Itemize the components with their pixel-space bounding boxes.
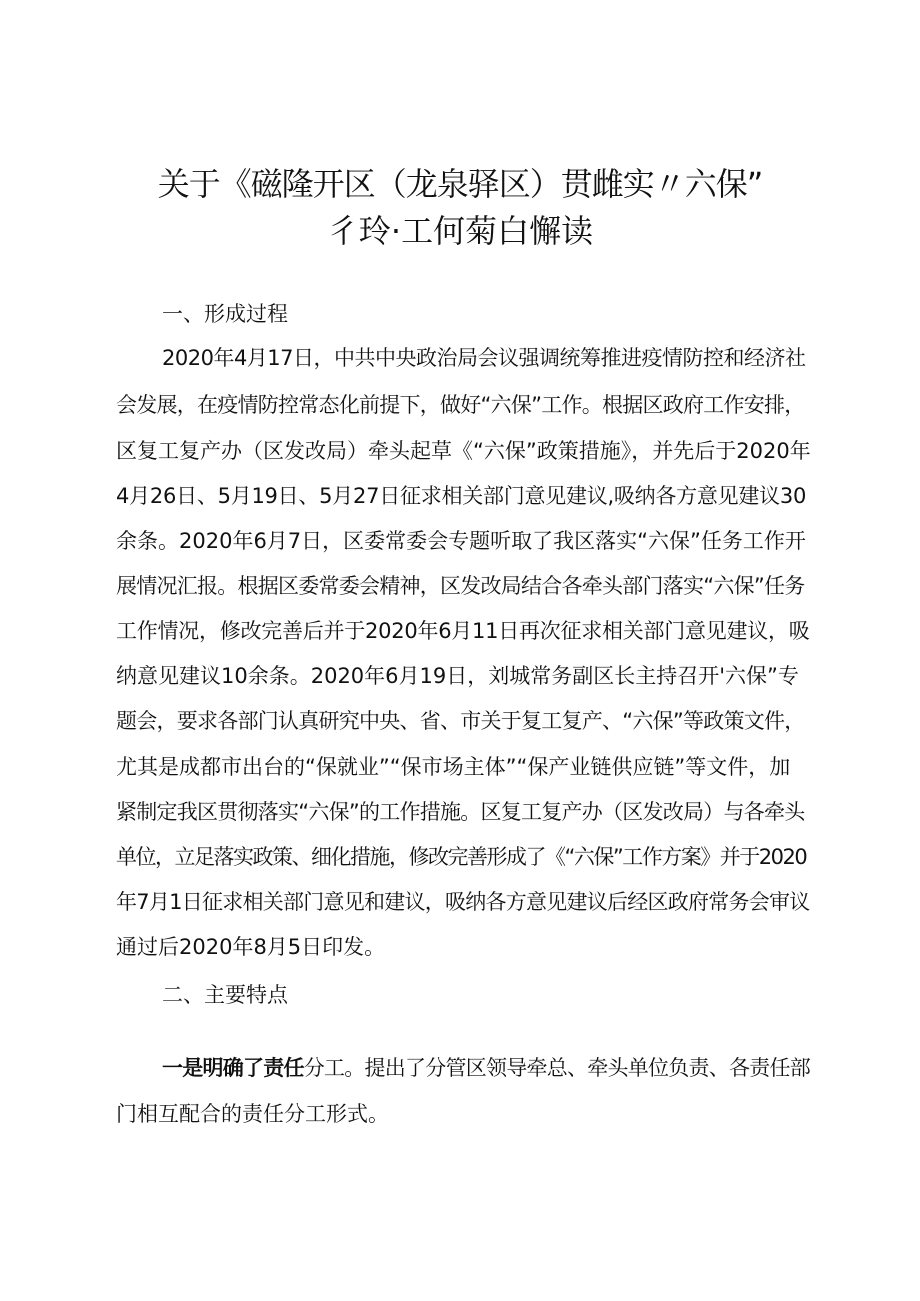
paragraph-line: 展情况汇报。根据区委常委会精神，区发改局结合各牵头部门落实“六保”任务 — [116, 574, 805, 598]
paragraph-line: 年7月1日征求相关部门意见和建议，吸纳各方意见建议后经区政府常务会审议 — [116, 890, 810, 914]
feature-point-1-bold: 一是明确了责任 — [162, 1056, 304, 1080]
paragraph-line: 2020年4月17日，中共中央政治局会议强调统筹推进疫情防控和经济社 — [162, 346, 806, 370]
paragraph-line: 紧制定我区贯彻落实“六保”的工作措施。区复工复产办（区发改局）与各牵头 — [116, 800, 805, 824]
feature-point-1-text: 分工。提出了分管区领导牵总、牵头单位负责、各责任部 — [303, 1056, 810, 1080]
document-title-line-1: 关于《磁隆开区（龙泉驿区）贯雌实〃六保” — [157, 165, 763, 203]
feature-point-1-line-1 — [162, 1053, 810, 1083]
paragraph-line: 4月26日、5月19日、5月27日征求相关部门意见建议,吸纳各方意见建议30 — [116, 484, 807, 508]
section-heading-main-features: 二、主要特点 — [162, 983, 288, 1007]
feature-point-1-line-2: 门相互配合的责任分工形式。 — [116, 1102, 389, 1126]
paragraph-line: 区复工复产办（区发改局）牵头起草《“六保”政策措施》，并先后于2020年 — [116, 439, 811, 463]
paragraph-line: 工作情况，修改完善后并于2020年6月11日再次征求相关部门意见建议，吸 — [116, 619, 810, 643]
paragraph-line: 单位，立足落实政策、细化措施，修改完善形成了《“六保”工作方案》并于2020 — [116, 845, 807, 869]
section-heading-formation-process: 一、形成过程 — [162, 302, 288, 326]
paragraph-line: 通过后2020年8月5日印发。 — [116, 935, 386, 959]
paragraph-line: 余条。2020年6月7日，区委常委会专题听取了我区落实“六保”任务工作开 — [116, 529, 806, 553]
paragraph-line: 尤其是成都市出台的“保就业”“保市场主体”“保产业链供应链”等文件，加 — [116, 755, 791, 779]
paragraph-line: 题会，要求各部门认真研究中央、省、市关于复工复产、“六保”等政策文件， — [116, 709, 805, 733]
paragraph-line: 会发展，在疫情防控常态化前提下，做好“六保”工作。根据区政府工作安排， — [116, 393, 805, 417]
document-title-line-2: 彳玲·工何菊白懈读 — [326, 212, 594, 250]
paragraph-line: 纳意见建议10余条。2020年6月19日，刘城常务副区长主持召开'六保”专 — [116, 664, 799, 688]
